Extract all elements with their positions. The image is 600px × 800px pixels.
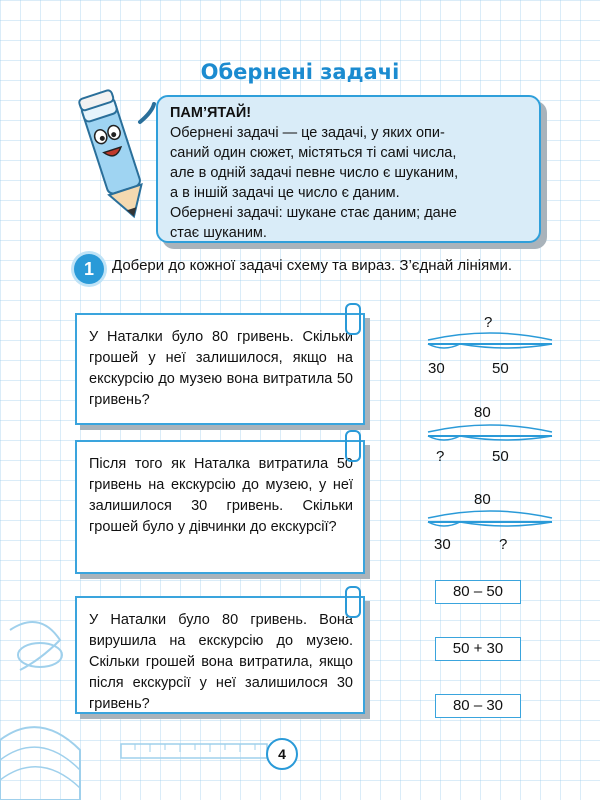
scheme-label-top: ? — [484, 314, 493, 331]
expression-box-1[interactable]: 80 – 50 — [435, 580, 521, 604]
scheme-label-right: 50 — [492, 448, 509, 465]
scheme-diagram-1[interactable] — [420, 328, 560, 358]
scheme-label-left: ? — [436, 448, 445, 465]
memo-line: саний один сюжет, містяться ті самі числа, — [170, 145, 457, 161]
memo-line: стає шуканим. — [170, 225, 267, 241]
task-instruction: Добери до кожної задачі схему та вираз. З’єднай лініями. — [112, 257, 513, 274]
problem-card-1[interactable] — [75, 313, 365, 425]
scheme-label-right: ? — [499, 536, 508, 553]
scheme-label-left: 30 — [428, 360, 445, 377]
scheme-diagram-3[interactable] — [420, 506, 560, 536]
memo-box — [156, 95, 541, 243]
expression-box-3[interactable]: 80 – 30 — [435, 694, 521, 718]
memo-line: Обернені задачі — це задачі, у яких опи- — [170, 125, 445, 141]
ruler-decoration-icon — [120, 740, 270, 762]
scheme-diagram-2[interactable] — [420, 420, 560, 450]
task-number-badge: 1 — [74, 254, 104, 284]
expression-box-2[interactable]: 50 + 30 — [435, 637, 521, 661]
scheme-label-right: 50 — [492, 360, 509, 377]
problem-card-2[interactable] — [75, 440, 365, 574]
problem-card-3[interactable] — [75, 596, 365, 714]
paperclip-icon — [345, 586, 361, 618]
memo-line: а в іншій задачі це число є даним. — [170, 185, 400, 201]
scheme-label-top: 80 — [474, 404, 491, 421]
problem-text: Після того як Наталка витратила 50 гривень на екскурсію до музею, у неї залишилося 30 гривень. Скільки грошей було у дівчинки до екскурсії? — [89, 456, 353, 535]
book-decoration-icon — [0, 600, 90, 800]
paperclip-icon — [345, 303, 361, 335]
pencil-mascot-icon — [62, 82, 162, 227]
page-number: 4 — [266, 738, 298, 770]
problem-text: У Наталки було 80 гривень. Вона вирушила на екскурсію до музею. Скільки грошей вона витратила, якщо після екскурсії у неї залишилося 30 гривень? — [89, 612, 353, 712]
memo-line: але в одній задачі певне число є шуканим, — [170, 165, 459, 181]
memo-heading: ПАМ’ЯТАЙ! — [170, 105, 252, 121]
page-title: Обернені задачі — [200, 60, 400, 84]
scheme-label-left: 30 — [434, 536, 451, 553]
problem-text: У Наталки було 80 гривень. Скільки грошей у неї залишилося, якщо на екскурсію до музею вона витратила 50 гривень? — [89, 329, 353, 408]
memo-line: Обернені задачі: шукане стає даним; дане — [170, 205, 457, 221]
scheme-label-top: 80 — [474, 491, 491, 508]
paperclip-icon — [345, 430, 361, 462]
